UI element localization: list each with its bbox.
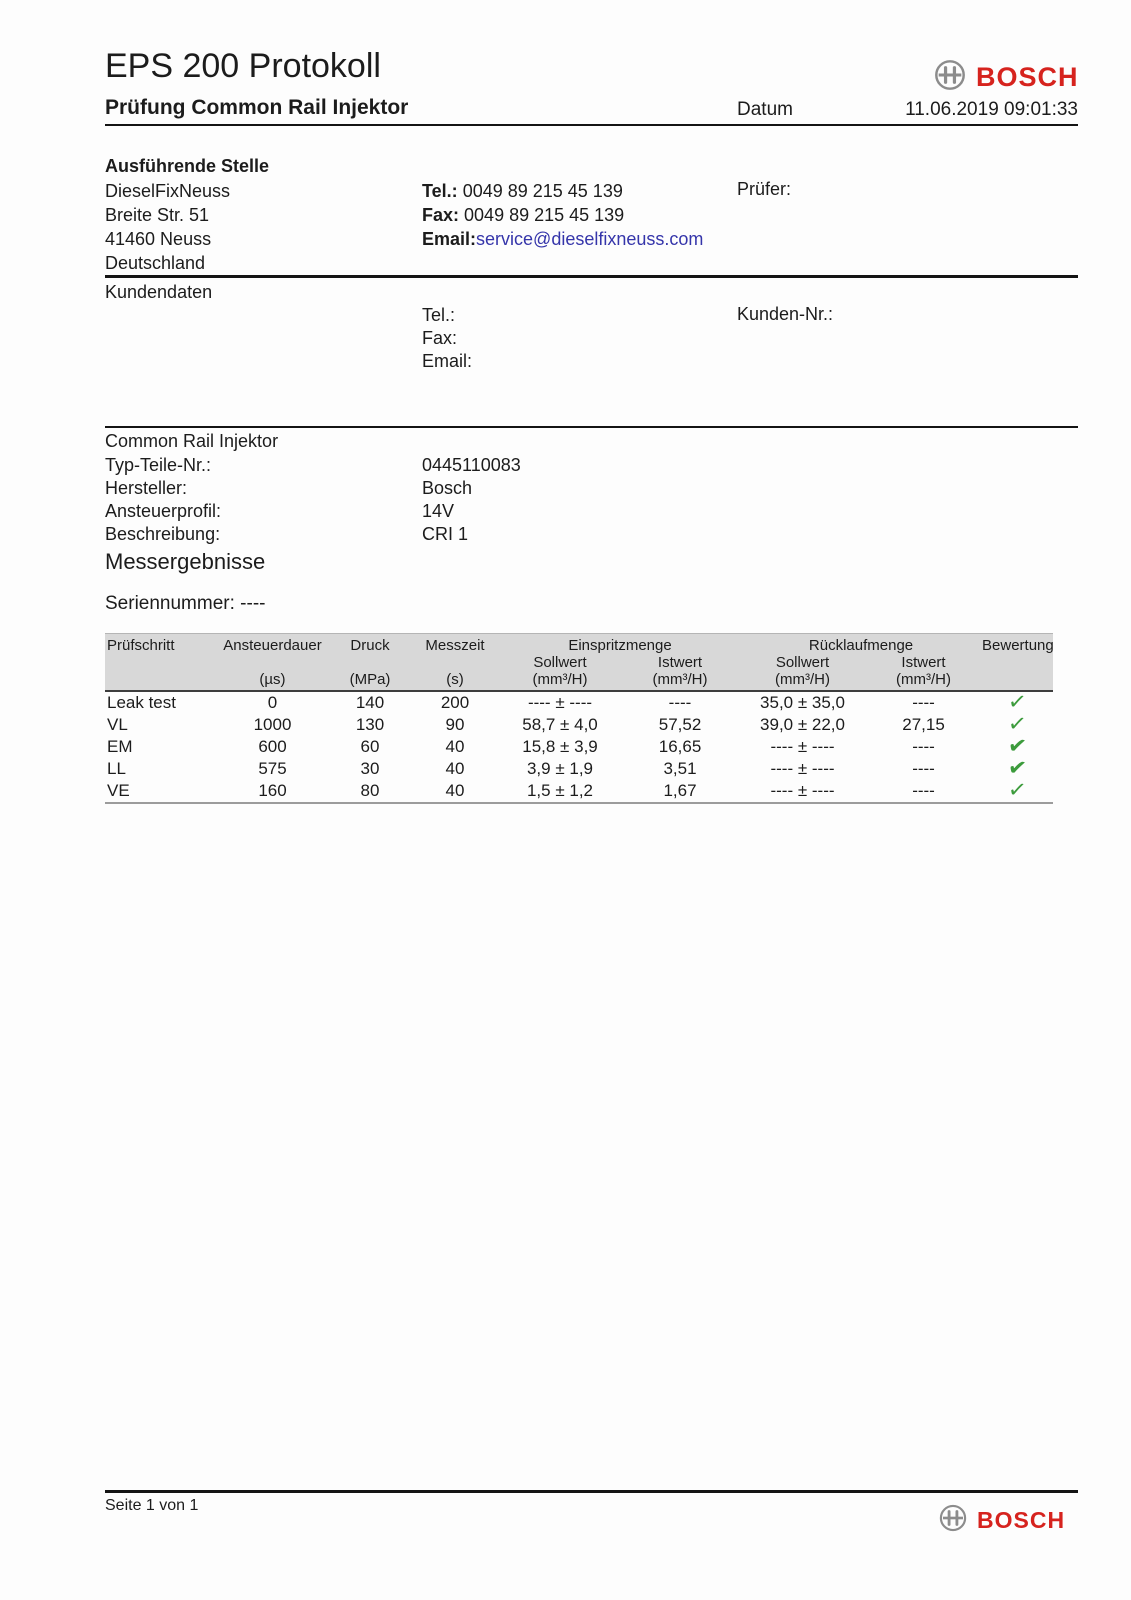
col-header-druck: Druck: [350, 637, 390, 654]
cell-messzeit: 40: [445, 737, 465, 756]
unit-menge: (mm³/H): [500, 671, 620, 691]
tel-value: 0049 89 215 45 139: [462, 181, 623, 201]
cell-druck: 130: [355, 715, 385, 734]
cell-einspritz-soll: 3,9 ± 1,9: [526, 759, 594, 778]
section-divider: [105, 426, 1078, 428]
table-header-row-units: [105, 671, 1053, 691]
bosch-wordmark: BOSCH: [976, 62, 1079, 92]
datum-value: 11.06.2019 09:01:33: [905, 99, 1078, 120]
cell-messzeit: 40: [410, 780, 500, 803]
bosch-wordmark: BOSCH: [977, 1507, 1066, 1533]
cell-druck: 60: [360, 737, 380, 756]
cell-einspritz-soll: 1,5 ± 1,2: [500, 780, 620, 803]
injektor-row-label: Hersteller:: [105, 478, 188, 498]
subcol-header-istwert: Istwert: [901, 654, 946, 671]
workshop-fax-row: [422, 203, 703, 227]
table-row: [105, 714, 1053, 736]
injektor-row-label: Beschreibung:: [105, 524, 221, 544]
page-number-label: Seite 1 von 1: [105, 1497, 199, 1514]
check-icon: ✓: [1006, 775, 1029, 804]
cell-ruecklauf-soll: ---- ± ----: [770, 737, 835, 756]
check-icon: ✔: [1006, 731, 1029, 760]
cell-einspritz-soll: 15,8 ± 3,9: [522, 737, 598, 756]
email-link[interactable]: service@dieselfixneuss.com: [476, 229, 704, 249]
workshop-address: [105, 179, 230, 275]
cell-ansteuerdauer: 1000: [253, 715, 292, 734]
footer-divider: [105, 1490, 1078, 1493]
customer-tel-label: Tel.:: [422, 305, 456, 325]
cell-druck: 140: [355, 693, 385, 712]
cell-messzeit: 200: [440, 693, 470, 712]
cell-pruefschritt: LL: [107, 759, 126, 778]
check-icon: ✔: [1006, 753, 1029, 782]
cell-einspritz-ist: ----: [668, 693, 692, 712]
customer-fax-label: Fax:: [422, 328, 458, 348]
table-header-row-groups: [105, 634, 1053, 655]
col-header-ansteuerdauer: Ansteuerdauer: [223, 637, 322, 654]
check-icon: ✓: [1006, 687, 1029, 716]
page-title: EPS 200 Protokoll: [105, 47, 381, 85]
cell-ruecklauf-soll: ---- ± ----: [740, 780, 865, 803]
cell-druck: 30: [360, 759, 380, 778]
cell-ansteuerdauer: 575: [258, 759, 287, 778]
table-header-row-subcols: [105, 654, 1053, 671]
section-divider: [105, 275, 1078, 278]
seriennummer-label: Seriennummer: ----: [105, 593, 266, 614]
kunden-nr-label: Kunden-Nr.:: [737, 304, 834, 324]
address-line: DieselFixNeuss: [105, 181, 231, 201]
workshop-tel-row: [422, 179, 703, 203]
cell-pruefschritt: EM: [107, 737, 133, 756]
col-header-ruecklaufmenge: Rücklaufmenge: [808, 637, 914, 654]
injektor-row: [105, 477, 521, 500]
fax-value: 0049 89 215 45 139: [464, 205, 625, 225]
cell-einspritz-ist: 1,67: [620, 780, 740, 803]
cell-messzeit: 40: [445, 759, 465, 778]
address-line: 41460 Neuss: [105, 229, 212, 249]
table-row: [105, 691, 1053, 714]
document-subtitle: Prüfung Common Rail Injektor: [105, 96, 409, 119]
pruefer-label: Prüfer:: [737, 179, 792, 199]
injektor-row-label: Typ-Teile-Nr.:: [105, 455, 212, 475]
injektor-row-value: CRI 1: [422, 524, 469, 544]
injektor-row-label: Ansteuerprofil:: [105, 501, 222, 521]
cell-messzeit: 90: [445, 715, 465, 734]
col-header-bewertung: Bewertung: [982, 637, 1054, 654]
subcol-header-sollwert: Sollwert: [775, 654, 830, 671]
cell-druck: 80: [330, 780, 410, 803]
injektor-row: [105, 523, 521, 546]
email-label: Email:: [422, 229, 477, 249]
section-heading-messergebnisse: Messergebnisse: [105, 549, 266, 574]
datum-label: Datum: [737, 99, 793, 120]
col-header-einspritzmenge: Einspritzmenge: [568, 637, 672, 654]
unit-menge: (mm³/H): [740, 671, 865, 691]
bosch-logo-header: [933, 58, 1079, 97]
cell-ruecklauf-soll: 35,0 ± 35,0: [760, 693, 845, 712]
injektor-row-value: 0445110083: [422, 455, 521, 475]
address-line: Deutschland: [105, 253, 206, 273]
injektor-row-value: Bosch: [422, 478, 473, 498]
unit-menge: (mm³/H): [620, 671, 740, 691]
cell-ansteuerdauer: 600: [258, 737, 287, 756]
cell-pruefschritt: VE: [105, 780, 215, 803]
header-divider: [105, 124, 1078, 126]
section-heading-kundendaten: Kundendaten: [105, 282, 213, 302]
results-table-container: [105, 633, 1053, 804]
cell-einspritz-ist: 57,52: [658, 715, 702, 734]
cell-pruefschritt: Leak test: [107, 693, 176, 712]
table-row: [105, 758, 1053, 780]
cell-ruecklauf-ist: 27,15: [902, 715, 945, 734]
bosch-armature-icon: [938, 1503, 968, 1538]
section-heading-ausfuehrende-stelle: Ausführende Stelle: [105, 156, 270, 176]
cell-einspritz-soll: ---- ± ----: [527, 693, 593, 712]
unit-menge: (mm³/H): [865, 671, 982, 691]
cell-ruecklauf-soll: 39,0 ± 22,0: [760, 715, 845, 734]
cell-einspritz-ist: 16,65: [658, 737, 702, 756]
cell-einspritz-soll: 58,7 ± 4,0: [522, 715, 598, 734]
bosch-armature-icon: [933, 58, 967, 97]
check-icon: ✓: [1006, 709, 1029, 738]
unit-druck: (MPa): [330, 671, 410, 691]
cell-bewertung: [982, 775, 1053, 804]
subcol-header-istwert: Istwert: [657, 654, 703, 671]
subcol-header-sollwert: Sollwert: [533, 654, 587, 671]
col-header-messzeit: Messzeit: [425, 637, 485, 654]
cell-ruecklauf-soll: ---- ± ----: [770, 759, 835, 778]
cell-pruefschritt: VL: [107, 715, 128, 734]
bosch-logo-footer: [938, 1503, 1065, 1538]
cell-ansteuerdauer: 0: [267, 693, 278, 712]
results-table: [105, 633, 1053, 804]
fax-label: Fax:: [422, 205, 460, 225]
cell-einspritz-ist: 3,51: [663, 759, 697, 778]
customer-email-label: Email:: [422, 351, 473, 371]
tel-label: Tel.:: [422, 181, 458, 201]
unit-ansteuerdauer: (µs): [215, 671, 330, 691]
workshop-email-row: [422, 227, 703, 251]
customer-contact: [422, 304, 472, 373]
injektor-row: [105, 454, 521, 477]
cell-ruecklauf-ist: ----: [865, 780, 982, 803]
cell-ansteuerdauer: 160: [215, 780, 330, 803]
cell-ruecklauf-ist: ----: [912, 759, 935, 778]
injektor-row: [105, 500, 521, 523]
injektor-details: [105, 454, 521, 546]
col-header-pruefschritt: Prüfschritt: [107, 637, 175, 654]
cell-ruecklauf-ist: ----: [912, 737, 935, 756]
unit-messzeit: (s): [410, 671, 500, 691]
workshop-contact: [422, 179, 703, 251]
cell-ruecklauf-ist: ----: [912, 693, 935, 712]
table-row: [105, 736, 1053, 758]
table-row: [105, 780, 1053, 803]
address-line: Breite Str. 51: [105, 205, 210, 225]
section-heading-injektor: Common Rail Injektor: [105, 431, 279, 451]
injektor-row-value: 14V: [422, 501, 455, 521]
